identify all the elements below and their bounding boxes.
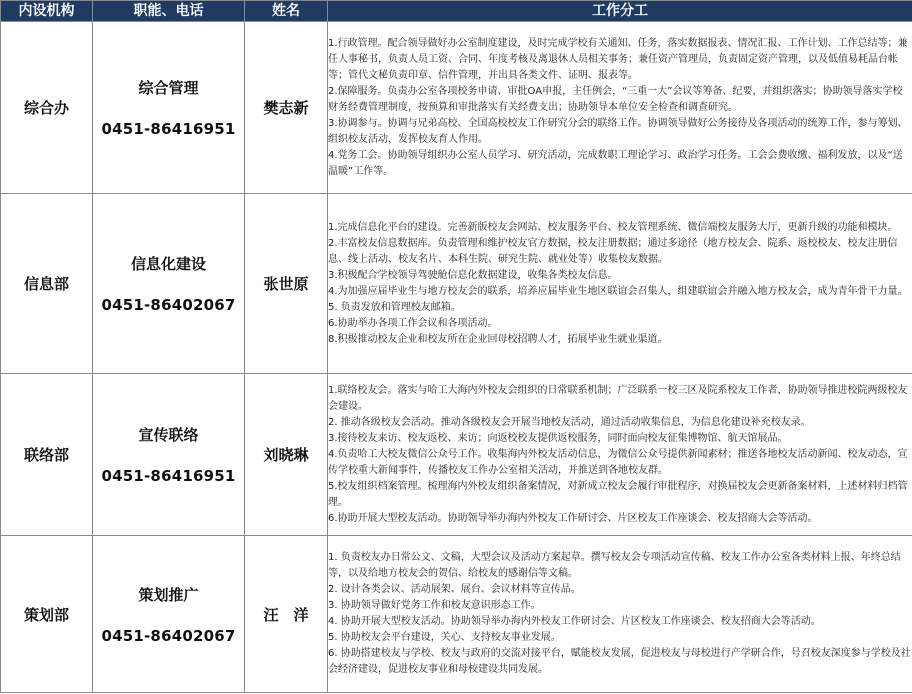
function-label: 策划推广 <box>138 585 199 604</box>
table-row <box>1 374 912 536</box>
function-phone-cell <box>93 22 245 194</box>
table-row <box>1 22 912 194</box>
department-cell: 联络部 <box>1 374 93 536</box>
duty-item: 2. 推动各级校友会活动。推动各级校友会开展当地校友活动，通过活动收集信息，为信息化建设补充校友录。 <box>328 416 811 428</box>
header-department: 内设机构 <box>1 1 93 22</box>
function-phone-cell <box>93 536 245 693</box>
duty-item: 2.保障服务。负责办公室各项校务申请、审批OA申报，主任例会，“三重一大”会议等筹备、纪要，并组织落实；协助领导落实学校财务经费管理制度，按预算和审批落实有关经费支出；协助领导本单位安全检查和调查研究。 <box>328 85 903 113</box>
department-cell: 信息部 <box>1 194 93 374</box>
duties-cell <box>328 374 912 536</box>
duty-item: 4.负责哈工大校友微信公众号工作。收集海内外校友活动信息，为微信公众号提供新闻素材；推送各地校友活动新闻、校友动态，宣传学校重大新闻事件，传播校友工作办公室相关活动，并推送到各地校友群。 <box>328 448 908 476</box>
department-cell: 策划部 <box>1 536 93 693</box>
duty-item: 4.为加强应届毕业生与地方校友会的联系，培养应届毕业生地区联谊会召集人，组建联谊会并融入地方校友会，成为青年骨干力量。 <box>328 285 908 297</box>
duty-item: 1. 负责校友办日常公文、文稿，大型会议及活动方案起草。撰写校友会专项活动宣传稿、校友工作办公室各类材料上报、年终总结等，以及给地方校友会的贺信、给校友的感谢信等文稿。 <box>328 552 901 579</box>
phone-number: 0451-86416951 <box>101 120 236 138</box>
function-label: 综合管理 <box>138 79 199 97</box>
duty-item: 5. 负责发放和管理校友邮箱。 <box>328 301 461 313</box>
duties-cell <box>328 22 912 194</box>
duties-cell <box>328 536 912 693</box>
duty-item: 5. 协助校友会平台建设，关心、支持校友事业发展。 <box>328 632 561 643</box>
phone-number: 0451-86402067 <box>101 626 236 645</box>
duties-cell <box>328 194 912 374</box>
table-row <box>1 194 912 374</box>
phone-number: 0451-86416951 <box>101 467 236 485</box>
staff-name-cell: 张世原 <box>245 194 328 374</box>
duty-item: 6. 协助搭建校友与学校、校友与政府的交流对接平台，赋能校友发展，促进校友与母校进行产学研合作，号召校友深度参与学校及社会经济建设，促进校友事业和母校建设共同发展。 <box>328 648 911 675</box>
duty-item: 2. 设计各类会议、活动展架、展台、会议材料等宣传品。 <box>328 584 581 595</box>
duty-item: 8.积极推动校友企业和校友所在企业回母校招聘人才，拓展毕业生就业渠道。 <box>328 333 668 345</box>
duty-item: 3.积极配合学校领导驾驶舱信息化数据建设，收集各类校友信息。 <box>328 269 618 281</box>
staff-name-cell: 樊志新 <box>245 22 328 194</box>
header-name: 姓名 <box>245 1 328 22</box>
duty-item: 3.接待校友来访、校友返校、来访；向返校校友提供返校服务，同时面向校友征集博物馆、航天馆展品。 <box>328 432 788 444</box>
department-cell: 综合办 <box>1 22 93 194</box>
duty-item: 1.联络校友会。落实与哈工大海内外校友会组织的日常联系机制；广泛联系一校三区及院系校友工作者，协助领导推进校院两级校友会建设。 <box>328 384 908 412</box>
function-phone-cell <box>93 194 245 374</box>
duty-item: 3.协调参与。协调与兄弟高校、全国高校校友工作研究分会的联络工作。协调领导做好公务接待及各项活动的统筹工作，参与筹划、组织校友活动，发挥校友育人作用。 <box>328 117 908 145</box>
header-function-phone: 职能、电话 <box>93 1 245 22</box>
phone-number: 0451-86402067 <box>101 296 236 314</box>
duty-item: 2.丰富校友信息数据库。负责管理和维护校友官方数据，校友注册数据；通过多途径（地方校友会、院系、返校校友、校友注册信息、线上活动、校友名片、本科生院、研究生院、就业处等）收集校友数据。 <box>328 237 898 265</box>
duty-item: 1.行政管理。配合领导做好办公室制度建设，及时完成学校有关通知、任务，落实数据报表、情况汇报、工作计划、工作总结等；兼任人事秘书，负责人员工资、合同、年度考核及离退休人员相关事务；兼任资产管理员，负责固定资产管理，以及低值易耗品台帐等；管代文秘负责印章、信件管理，并出具各类文件、证明、报表等。 <box>328 37 908 81</box>
duty-item: 4.党务工会。协助领导组织办公室人员学习、研究活动，完成数职工理论学习、政治学习任务。工会会费收缴、福利发放，以及“送温暖”工作等。 <box>328 149 903 177</box>
staff-name-cell: 汪 洋 <box>245 536 328 693</box>
duty-item: 3. 协助领导做好党务工作和校友意识形态工作。 <box>328 600 541 611</box>
header-duties: 工作分工 <box>328 1 912 22</box>
duty-item: 5.校友组织档案管理。梳理海内外校友组织备案情况，对新成立校友会履行审批程序，对换届校友会更新备案材料，上述材料归档管理。 <box>328 480 908 508</box>
table-row <box>1 536 912 693</box>
staff-name-cell: 刘晓琳 <box>245 374 328 536</box>
duty-item: 1.完成信息化平台的建设。完善新版校友会网站、校友服务平台、校友管理系统、微信端校友服务大厅，更新升级的功能和模块。 <box>328 221 898 233</box>
function-label: 宣传联络 <box>138 426 199 444</box>
function-label: 信息化建设 <box>130 255 206 273</box>
duty-item: 6.协助开展大型校友活动。协助领导举办海内外校友工作研讨会、片区校友工作座谈会、校友招商大会等活动。 <box>328 512 818 524</box>
duty-item: 6.协助举办各项工作会议和各项活动。 <box>328 317 498 329</box>
duty-item: 4. 协助开展大型校友活动。协助领导举办海内外校友工作研讨会、片区校友工作座谈会、校友招商大会等活动。 <box>328 616 821 627</box>
function-phone-cell <box>93 374 245 536</box>
header-row <box>1 1 912 22</box>
